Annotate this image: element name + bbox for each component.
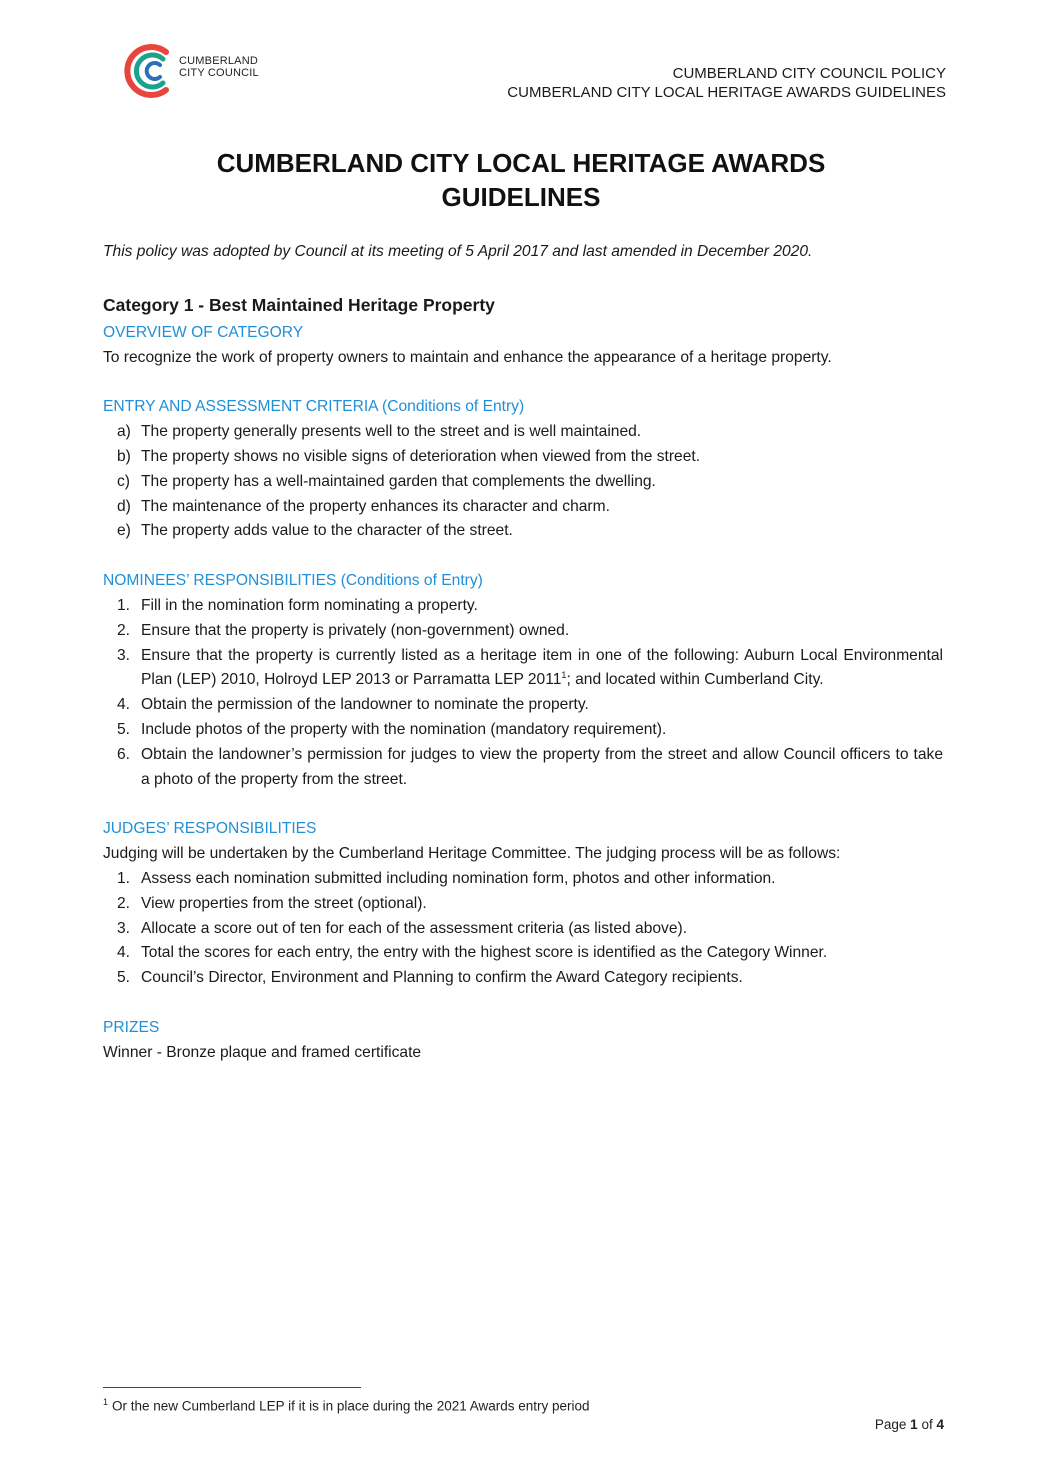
overview-text: To recognize the work of property owners to maintain and enhance the appearance of a heritage property. xyxy=(103,348,832,366)
logo-line2: CITY COUNCIL xyxy=(179,67,259,79)
list-item-text: Allocate a score out of ten for each of the assessment criteria (as listed above). xyxy=(141,919,688,937)
judges-intro: Judging will be undertaken by the Cumberland Heritage Committee. The judging process will be as follows: xyxy=(103,845,841,863)
list-marker: 4. xyxy=(117,944,131,962)
overview-heading: OVERVIEW OF CATEGORY xyxy=(103,323,304,341)
header-line1: CUMBERLAND CITY COUNCIL POLICY xyxy=(672,65,946,82)
list-marker: a) xyxy=(117,423,131,441)
list-item xyxy=(103,519,943,544)
nominees-heading: NOMINEES’ RESPONSIBILITIES (Conditions of Entry) xyxy=(103,572,483,590)
logo-wordmark xyxy=(179,55,259,79)
prizes-heading: PRIZES xyxy=(103,1018,160,1036)
category-heading: Category 1 - Best Maintained Heritage Property xyxy=(103,294,495,315)
list-item xyxy=(103,470,943,495)
list-item xyxy=(103,941,943,966)
list-item-text: Council’s Director, Environment and Planning to confirm the Award Category recipients. xyxy=(141,969,743,987)
list-item-text: The property has a well-maintained garden that complements the dwelling. xyxy=(141,472,656,490)
adoption-note: This policy was adopted by Council at its meeting of 5 April 2017 and last amended in December 2020. xyxy=(103,243,813,260)
list-marker: 5. xyxy=(117,720,131,738)
list-marker: 2. xyxy=(117,894,131,912)
list-item-text: Ensure that the property is privately (non-government) owned. xyxy=(141,621,570,639)
list-marker: 1. xyxy=(117,869,131,887)
footnote-reference: 1 xyxy=(561,670,567,681)
footnote-divider xyxy=(103,1387,361,1388)
footnote-text: Or the new Cumberland LEP if it is in place during the 2021 Awards entry period xyxy=(112,1398,590,1414)
list-item xyxy=(103,445,943,470)
list-item xyxy=(103,693,943,718)
title-line1: CUMBERLAND CITY LOCAL HERITAGE AWARDS xyxy=(216,148,826,178)
list-marker: b) xyxy=(117,447,131,465)
list-item-text: Ensure that the property is currently listed as a heritage item in one of the following: Auburn Local Environmental Plan (LEP) 2010, Holroyd LEP 2013 or Parramatta LEP 2011 xyxy=(141,646,943,689)
page-total: 4 xyxy=(936,1417,944,1432)
header-line2: CUMBERLAND CITY LOCAL HERITAGE AWARDS GUIDELINES xyxy=(507,84,946,101)
list-item xyxy=(103,420,943,445)
document-header xyxy=(507,64,946,102)
entry-criteria-list xyxy=(103,420,943,544)
list-marker: 2. xyxy=(117,621,131,639)
list-item-text: The property shows no visible signs of deterioration when viewed from the street. xyxy=(141,447,701,465)
prizes-text: Winner - Bronze plaque and framed certificate xyxy=(103,1043,422,1061)
list-item xyxy=(103,966,943,991)
list-item-text: The maintenance of the property enhances its character and charm. xyxy=(141,497,610,515)
page-number xyxy=(875,1417,944,1432)
council-logo-icon xyxy=(122,40,178,102)
list-item-text-continued: ; and located within Cumberland City. xyxy=(566,671,824,689)
list-marker: e) xyxy=(117,522,131,540)
list-item-text: Obtain the permission of the landowner to nominate the property. xyxy=(141,696,589,714)
list-item xyxy=(103,594,943,619)
list-item xyxy=(103,619,943,644)
list-marker: 3. xyxy=(117,919,131,937)
list-item xyxy=(103,743,943,793)
list-item xyxy=(103,917,943,942)
list-marker: 4. xyxy=(117,696,131,714)
judges-heading: JUDGES’ RESPONSIBILITIES xyxy=(103,820,317,838)
list-marker: d) xyxy=(117,497,131,515)
list-item-text: Fill in the nomination form nominating a property. xyxy=(141,596,478,614)
title-line2: GUIDELINES xyxy=(441,182,601,212)
list-item-text: Obtain the landowner’s permission for judges to view the property from the street and allow Council officers to take a photo of the property from the street. xyxy=(141,745,943,788)
list-item xyxy=(103,867,943,892)
list-marker: 5. xyxy=(117,969,131,987)
page-of: of xyxy=(921,1417,933,1432)
entry-criteria-heading: ENTRY AND ASSESSMENT CRITERIA (Conditions of Entry) xyxy=(103,398,525,416)
page-label: Page xyxy=(874,1417,907,1432)
list-item xyxy=(103,892,943,917)
judges-list xyxy=(103,867,943,991)
list-item-text: View properties from the street (optional). xyxy=(141,894,427,912)
list-marker: 3. xyxy=(117,646,131,664)
list-item-text: Include photos of the property with the nomination (mandatory requirement). xyxy=(141,720,667,738)
list-item xyxy=(103,718,943,743)
nominees-list xyxy=(103,594,943,792)
list-item xyxy=(103,644,943,694)
footnote xyxy=(103,1397,590,1414)
list-item xyxy=(103,495,943,520)
footnote-number: 1 xyxy=(103,1397,109,1407)
list-item-text: The property generally presents well to the street and is well maintained. xyxy=(141,423,642,441)
page-current: 1 xyxy=(910,1417,918,1432)
list-item-text: Total the scores for each entry, the entry with the highest score is identified as the Category Winner. xyxy=(141,944,828,962)
logo-line1: CUMBERLAND xyxy=(179,55,259,67)
document-body xyxy=(103,240,943,1066)
list-marker: 6. xyxy=(117,745,131,763)
page-title xyxy=(60,146,982,214)
list-item-text: Assess each nomination submitted including nomination form, photos and other information. xyxy=(141,869,776,887)
council-logo xyxy=(122,40,272,102)
list-marker: c) xyxy=(117,472,130,490)
list-marker: 1. xyxy=(117,596,131,614)
list-item-text: The property adds value to the character of the street. xyxy=(141,522,513,540)
